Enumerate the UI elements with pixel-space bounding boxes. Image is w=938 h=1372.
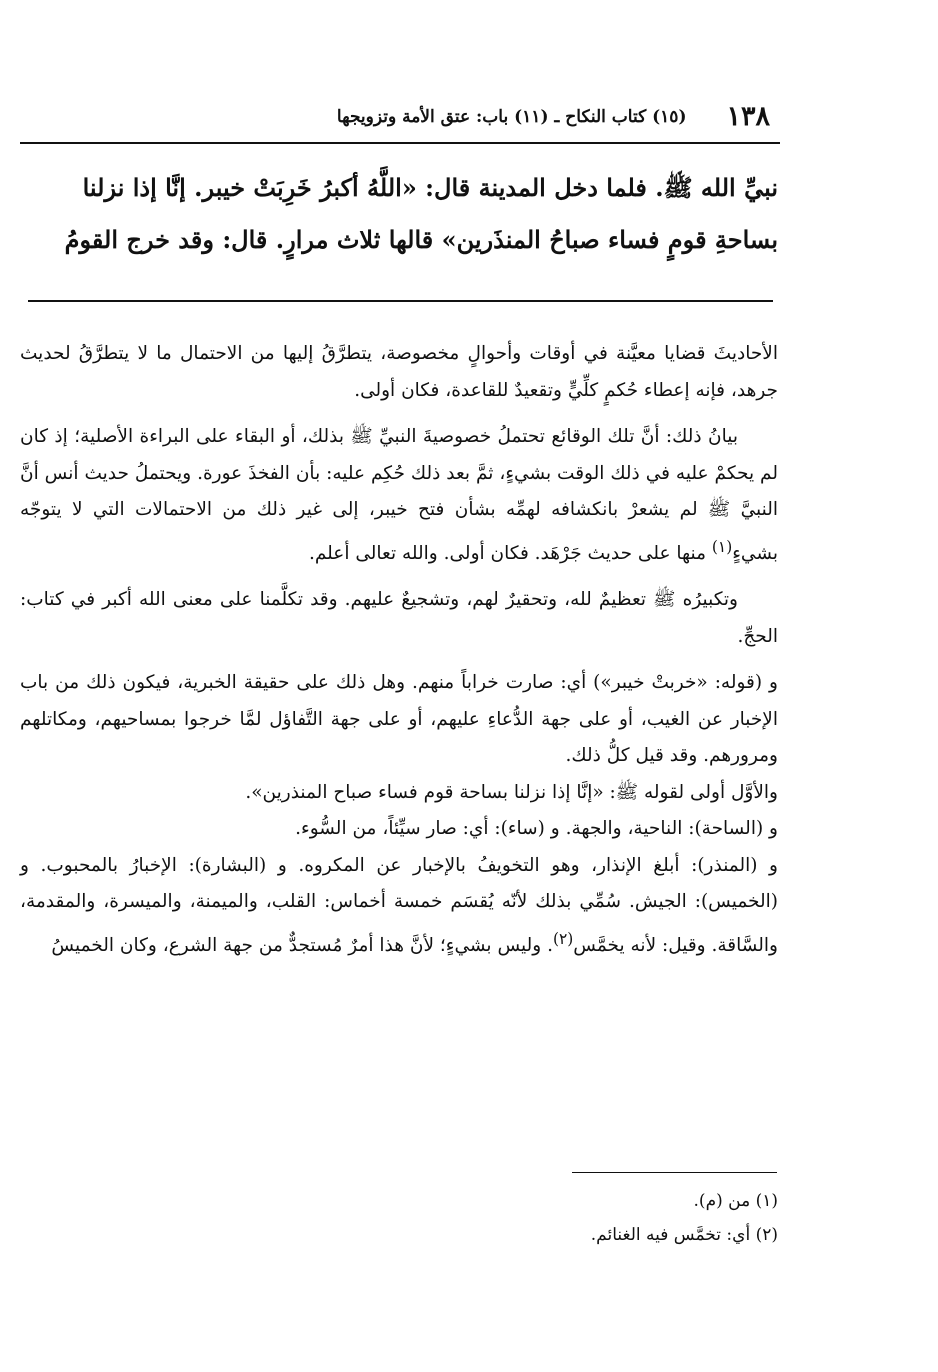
- commentary-paragraph: [20, 419, 778, 572]
- footnote-reference: (٢): [552, 929, 574, 948]
- section-divider: [28, 300, 773, 302]
- paragraph-text: منها على حديث جَرْهَد. فكان أولى. والله تعالى أعلم.: [308, 542, 712, 564]
- paragraph-text: . وليس بشيءٍ؛ لأنَّ هذا أمرٌ مُستجدٌّ من جهة الشرع، وكان الخميسُ: [51, 934, 553, 956]
- commentary-paragraph: [20, 848, 778, 965]
- commentary-paragraph: و (قوله: «خربتْ خيبر») أي: صارت خراباً منهم. وهل ذلك على حقيقة الخبرية، فيكون ذلك من باب الإخبار عن الغيب، أو على جهة الدُّعاءِ عليهم، أو على جهة التَّفاؤل لمَّا خرجوا بمساحيهم، ومكاتلهم ومرورهم. وقد قيل كلُّ ذلك.: [20, 672, 778, 767]
- footnote-reference: (١): [711, 537, 733, 556]
- commentary-paragraph: والأوَّل أولى لقوله ﷺ: «إنَّا إذا نزلنا بساحة قوم فساء صباح المنذرين».: [245, 781, 778, 803]
- footnote-divider: [572, 1172, 777, 1173]
- commentary-paragraph: وتكبيرُه ﷺ تعظيمٌ لله، وتحقيرٌ لهم، وتشجيعٌ عليهم. وقد تكلَّمنا على معنى الله أكبر في كتاب: الحجِّ.: [20, 589, 778, 647]
- hadith-text: [18, 162, 778, 266]
- page-number: ١٣٨: [726, 101, 770, 132]
- paragraph-text: بيانُ ذلك: أنَّ تلك الوقائع تحتملُ خصوصيةَ النبيِّ ﷺ بذلك، أو البقاء على البراءة الأصلية؛ إذ كان لم يحكمْ عليه في ذلك الوقت بشيءٍ، ثمَّ بعد ذلك حُكِم عليه: بأن الفخذَ عورة. ويحتملُ حديث أنس أنَّ النبيَّ ﷺ لم يشعرْ بانكشافه لهمِّه بشأن فتح خيبر، إلى غير ذلك من الاحتمالات التي لا يتوجّه بشيءٍ: [20, 426, 778, 564]
- running-title: (١٥) كتاب النكاح ـ (١١) باب: عتق الأمة وتزويجها: [336, 107, 687, 127]
- footnotes: [20, 1184, 778, 1252]
- page-header: [150, 96, 770, 136]
- hadith-line: بساحةِ قومٍ فساء صباحُ المنذَرين» قالها ثلاث مرارٍ. قال: وقد خرج القومُ: [64, 225, 778, 254]
- hadith-line: نبيِّ الله ﷺ. فلما دخل المدينة قال: «اللَّهُ أكبرُ خَرِبَتْ خيبر. إنَّا إذا نزلنا: [82, 173, 778, 202]
- commentary-paragraph: و (الساحة): الناحية، والجهة. و (ساء): أي: صار سيِّئاً، من السُّوء.: [295, 818, 778, 840]
- commentary-paragraph: الأحاديثَ قضايا معيَّنة في أوقات وأحوالٍ مخصوصة، يتطرَّقُ إليها من الاحتمال ما لا يتطرَّقُ لحديث جرهد، فإنه إعطاء حُكمٍ كلِّيٍّ وتقعيدٌ للقاعدة، فكان أولى.: [20, 343, 778, 401]
- header-divider: [20, 142, 780, 144]
- footnote: (٢) أي: تخمَّس فيه الغنائم.: [590, 1225, 778, 1245]
- paragraph-text: و (المنذر): أبلغ الإنذار، وهو التخويفُ بالإخبار عن المكروه. و (البشارة): الإخبارُ بالمحبوب. و (الخميس): الجيش. سُمِّي بذلك لأنّه يُقسَم خمسة أخماس: القلب، والميمنة، والميسرة، والمقدمة، والسَّاقة. وقيل: لأنه يخمَّس: [20, 854, 778, 956]
- commentary-text: [20, 336, 778, 964]
- footnote: (١) من (م).: [693, 1191, 778, 1211]
